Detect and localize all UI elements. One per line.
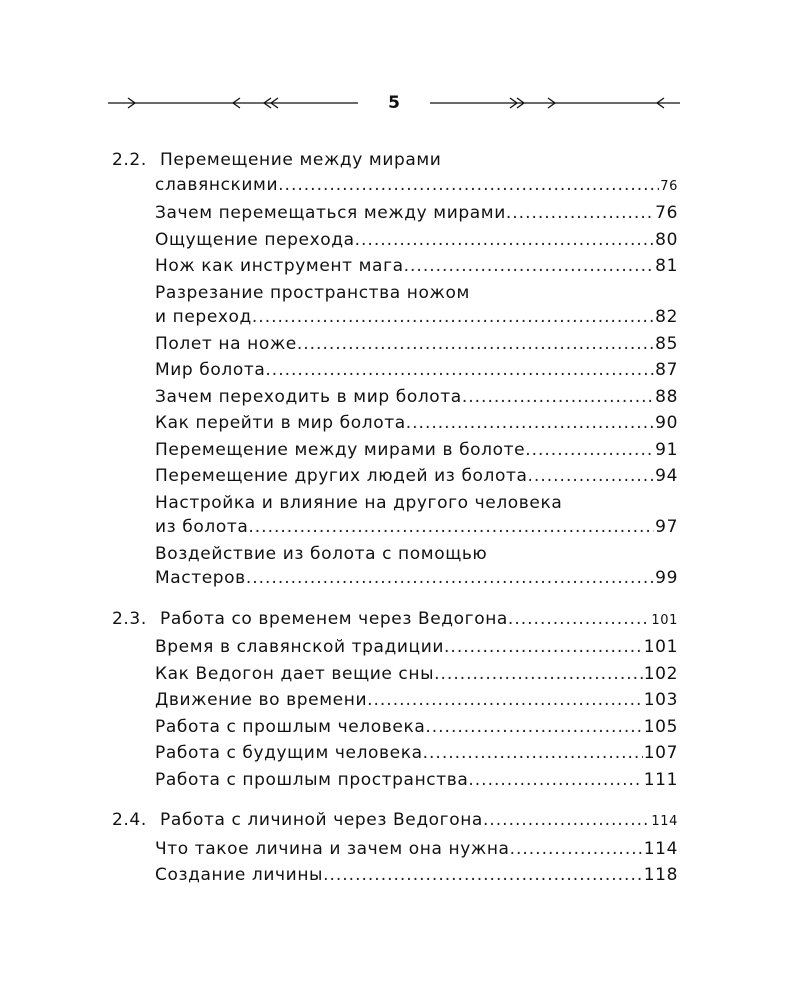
dot-leader xyxy=(355,228,655,253)
page-ref: 88 xyxy=(655,386,678,407)
page-ref: 81 xyxy=(655,256,678,276)
dot-leader xyxy=(468,768,642,793)
dot-leader xyxy=(425,715,642,740)
entry-title: Зачем переходить в мир болота xyxy=(155,386,462,407)
entry-title: Разрезание пространства ножом xyxy=(155,282,470,303)
toc-heading[interactable] xyxy=(112,148,678,199)
entry-title: Как перейти в мир болота xyxy=(155,413,406,433)
toc-entry[interactable] xyxy=(112,438,678,463)
dot-leader xyxy=(323,863,643,888)
toc-entry[interactable] xyxy=(112,201,678,226)
toc-entry[interactable] xyxy=(112,837,678,862)
toc-entry[interactable] xyxy=(112,281,678,330)
entry-title-cont: и переход xyxy=(155,307,252,327)
entry-title: Настройка и влияние на другого человека xyxy=(155,492,563,513)
toc-entry[interactable] xyxy=(112,741,678,766)
toc-section-2-2 xyxy=(112,148,678,591)
entry-title: Перемещение других людей из болота xyxy=(155,466,528,486)
toc-entry[interactable] xyxy=(112,254,678,279)
page-ref: 101 xyxy=(643,637,678,657)
section-number: 2.4. xyxy=(112,810,147,830)
entry-title: Воздействие из болота с помощью xyxy=(155,543,488,564)
dot-leader xyxy=(423,741,643,766)
dot-leader xyxy=(297,332,654,357)
page-ref: 97 xyxy=(655,517,678,537)
entry-title: Ощущение перехода xyxy=(155,229,355,250)
dot-leader xyxy=(510,837,643,862)
entry-title: Работа с будущим человека xyxy=(155,743,423,763)
dot-leader xyxy=(434,662,643,687)
entry-title: Полет на ноже xyxy=(155,333,297,354)
entry-title: Создание личины xyxy=(155,865,324,885)
section-title-cont: славянскими xyxy=(155,174,279,195)
entry-title: Работа с прошлым пространства xyxy=(155,769,469,790)
page-ref: 114 xyxy=(651,814,678,829)
toc-section-2-3 xyxy=(112,607,678,793)
entry-title: Мир болота xyxy=(155,360,266,380)
dot-leader xyxy=(483,808,650,833)
page-ref: 111 xyxy=(643,769,678,790)
section-title: Работа со временем через Ведогона xyxy=(160,608,508,629)
toc-section-2-4 xyxy=(112,808,678,888)
page-ref: 85 xyxy=(655,333,678,354)
page-ref: 91 xyxy=(655,439,678,460)
page-header xyxy=(108,92,680,114)
toc-entry[interactable] xyxy=(112,542,678,591)
page-ref: 94 xyxy=(655,466,678,486)
page-ref: 103 xyxy=(643,690,678,710)
dot-leader xyxy=(248,515,654,540)
page-ref: 105 xyxy=(643,716,678,737)
dot-leader xyxy=(406,411,654,436)
entry-title: Что такое личина и зачем она нужна xyxy=(155,838,510,859)
entry-title: Зачем перемещаться между мирами xyxy=(155,203,506,223)
page-ref: 118 xyxy=(643,865,678,885)
dot-leader xyxy=(265,358,654,383)
section-title: Перемещение между мирами xyxy=(160,150,442,170)
toc-entry[interactable] xyxy=(112,411,678,436)
toc-entry[interactable] xyxy=(112,662,678,687)
dot-leader xyxy=(367,688,643,713)
page-ref: 102 xyxy=(643,663,678,684)
page-ref: 107 xyxy=(643,743,678,763)
entry-title-cont: из болота xyxy=(155,517,249,537)
toc-entry[interactable] xyxy=(112,464,678,489)
dot-leader xyxy=(404,254,655,279)
entry-title: Нож как инструмент мага xyxy=(155,256,404,276)
page-ref: 80 xyxy=(655,229,678,250)
toc-entry[interactable] xyxy=(112,863,678,888)
page-ref: 101 xyxy=(651,612,678,628)
dot-leader xyxy=(252,305,654,330)
section-number: 2.2. xyxy=(112,150,147,170)
page-ref: 90 xyxy=(655,413,678,433)
table-of-contents xyxy=(112,148,678,904)
dot-leader xyxy=(525,438,654,463)
toc-entry[interactable] xyxy=(112,635,678,660)
page-ref: 82 xyxy=(655,307,678,327)
toc-entry[interactable] xyxy=(112,768,678,793)
entry-title-cont: Мастеров xyxy=(155,568,246,588)
entry-title: Перемещение между мирами в болоте xyxy=(155,439,526,460)
toc-entry[interactable] xyxy=(112,491,678,540)
toc-entry[interactable] xyxy=(112,228,678,253)
page-ref: 76 xyxy=(660,178,678,194)
entry-title: Как Ведогон дает вещие сны xyxy=(155,663,435,684)
toc-heading[interactable] xyxy=(112,808,678,835)
section-number: 2.3. xyxy=(112,608,147,629)
dot-leader xyxy=(528,464,655,489)
section-title: Работа с личиной через Ведогона xyxy=(160,810,483,830)
dot-leader xyxy=(462,385,654,410)
dot-leader xyxy=(246,566,654,591)
page-ref: 76 xyxy=(655,203,678,223)
entry-title: Работа с прошлым человека xyxy=(155,716,426,737)
dot-leader xyxy=(506,201,654,226)
dot-leader xyxy=(508,607,650,632)
entry-title: Движение во времени xyxy=(155,690,368,710)
toc-entry[interactable] xyxy=(112,385,678,410)
page-ref: 99 xyxy=(655,568,678,588)
page-ref: 87 xyxy=(655,360,678,380)
toc-entry[interactable] xyxy=(112,688,678,713)
dot-leader xyxy=(444,635,643,660)
toc-entry[interactable] xyxy=(112,715,678,740)
toc-heading[interactable] xyxy=(112,607,678,634)
toc-entry[interactable] xyxy=(112,358,678,383)
entry-title: Время в славянской традиции xyxy=(155,637,445,657)
toc-entry[interactable] xyxy=(112,332,678,357)
dot-leader xyxy=(278,173,659,198)
page-ref: 114 xyxy=(643,838,678,859)
page-number: 5 xyxy=(388,93,400,113)
